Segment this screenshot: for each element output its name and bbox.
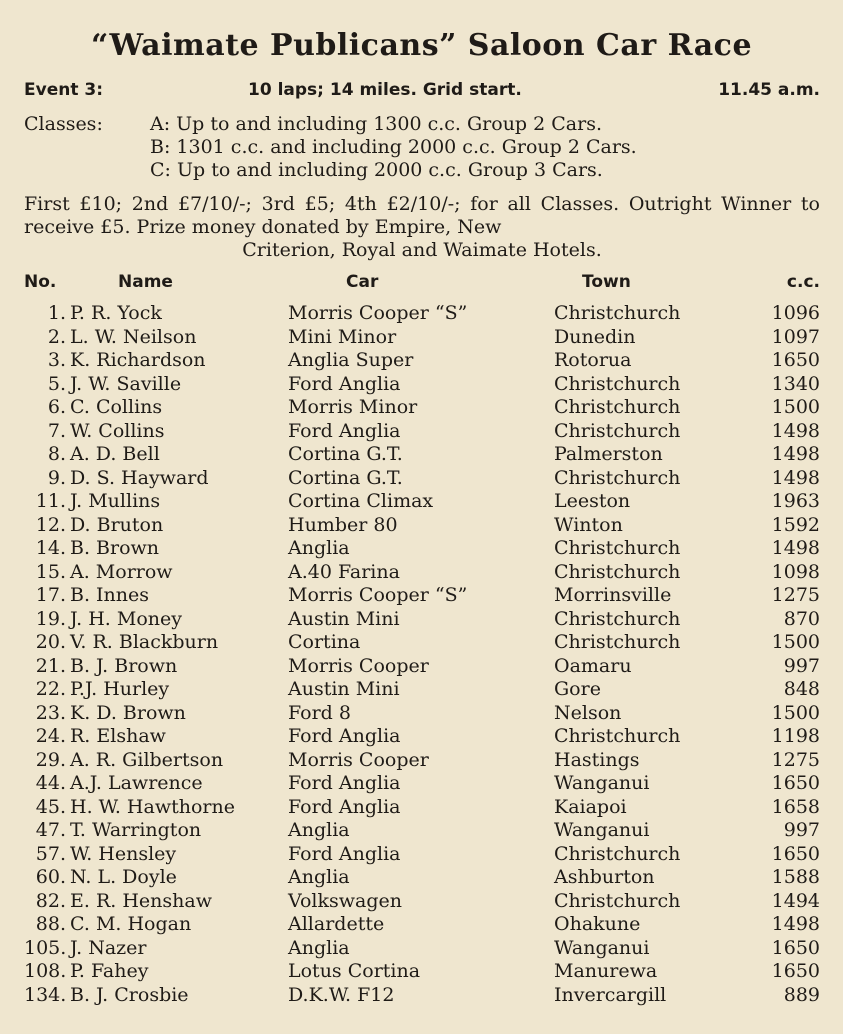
entry-name: R. Elshaw xyxy=(70,725,166,747)
table-row xyxy=(24,467,820,491)
event-number: Event 3: xyxy=(24,80,103,100)
table-row xyxy=(24,608,820,632)
entry-cc: 1275 xyxy=(771,584,820,606)
entry-town: Christchurch xyxy=(554,842,681,865)
header-cc: c.c. xyxy=(786,272,820,292)
entry-cc: 1498 xyxy=(771,443,820,465)
prize-text: First £10; 2nd £7/10/-; 3rd £5; 4th £2/10/-; for all Classes. Outright Winner to receive £5. Prize money donated by Empire, New xyxy=(24,193,820,238)
entry-name: E. R. Henshaw xyxy=(70,889,212,912)
entry-name: H. W. Hawthorne xyxy=(70,795,235,818)
entry-name: P. Fahey xyxy=(70,960,149,982)
entry-car: Ford 8 xyxy=(288,701,351,724)
header-car: Car xyxy=(346,272,379,292)
entry-car: Austin Mini xyxy=(288,678,400,700)
entry-name: A. R. Gilbertson xyxy=(70,748,224,771)
event-description: 10 laps; 14 miles. Grid start. xyxy=(248,80,522,100)
entry-number: 57. xyxy=(35,842,66,865)
entry-number: 15. xyxy=(35,560,66,583)
entry-car: Morris Minor xyxy=(288,396,418,418)
entry-town: Christchurch xyxy=(554,631,681,653)
entry-town: Christchurch xyxy=(554,725,681,747)
entry-number: 2. xyxy=(47,325,66,348)
entry-name: A. Morrow xyxy=(70,560,173,583)
entry-number: 1. xyxy=(47,302,66,324)
entry-town: Christchurch xyxy=(554,372,681,395)
entry-cc: 997 xyxy=(783,654,820,677)
table-row xyxy=(24,420,820,444)
entry-town: Winton xyxy=(554,513,623,536)
entry-car: D.K.W. F12 xyxy=(288,983,395,1006)
entry-number: 45. xyxy=(35,795,66,818)
table-row xyxy=(24,960,820,984)
entry-cc: 1500 xyxy=(771,701,820,724)
entry-cc: 1650 xyxy=(771,842,820,865)
entry-name: C. Collins xyxy=(70,396,163,418)
entry-car: A.40 Farina xyxy=(288,560,400,583)
entry-name: C. M. Hogan xyxy=(70,913,192,935)
entry-cc: 1500 xyxy=(771,631,820,653)
entry-number: 88. xyxy=(35,913,66,935)
entry-cc: 1650 xyxy=(771,772,820,794)
entry-town: Manurewa xyxy=(554,960,658,982)
entry-town: Invercargill xyxy=(554,983,667,1006)
entry-town: Oamaru xyxy=(554,654,632,677)
table-row xyxy=(24,302,820,326)
entry-number: 82. xyxy=(35,889,66,912)
table-header xyxy=(24,272,820,296)
entry-cc: 1097 xyxy=(771,325,820,348)
entry-number: 60. xyxy=(35,866,66,888)
entry-name: J. Mullins xyxy=(70,490,161,512)
entry-cc: 1650 xyxy=(771,349,820,371)
entry-town: Kaiapoi xyxy=(554,795,627,818)
table-row xyxy=(24,913,820,937)
entry-town: Christchurch xyxy=(554,302,681,324)
entry-town: Wanganui xyxy=(554,819,650,841)
entry-town: Ashburton xyxy=(554,866,655,888)
entry-number: 19. xyxy=(35,607,66,630)
entry-cc: 1498 xyxy=(771,419,820,442)
entry-number: 17. xyxy=(35,584,66,606)
header-town: Town xyxy=(582,272,631,292)
entry-town: Nelson xyxy=(554,701,622,724)
entry-car: Humber 80 xyxy=(288,513,398,536)
entry-town: Gore xyxy=(554,678,601,700)
classes-label: Classes: xyxy=(24,113,103,135)
entry-car: Ford Anglia xyxy=(288,419,401,442)
entry-name: B. J. Brown xyxy=(70,654,178,677)
entry-number: 8. xyxy=(47,443,66,465)
entry-cc: 889 xyxy=(783,983,820,1006)
entry-cc: 1198 xyxy=(771,725,820,747)
table-row xyxy=(24,937,820,961)
entry-town: Hastings xyxy=(554,748,640,771)
entry-cc: 1498 xyxy=(771,913,820,935)
entry-cc: 1498 xyxy=(771,466,820,489)
entry-cc: 848 xyxy=(783,678,820,700)
table-row xyxy=(24,373,820,397)
table-row xyxy=(24,796,820,820)
entry-town: Christchurch xyxy=(554,607,681,630)
entry-car: Morris Cooper xyxy=(288,654,429,677)
entry-list xyxy=(24,302,820,1007)
entry-cc: 1592 xyxy=(771,513,820,536)
event-time: 11.45 a.m. xyxy=(718,80,820,100)
entry-number: 24. xyxy=(35,725,66,747)
table-row xyxy=(24,443,820,467)
entry-number: 7. xyxy=(47,419,66,442)
entry-car: Anglia Super xyxy=(288,349,414,371)
header-name: Name xyxy=(118,272,173,292)
prize-text-last: Criterion, Royal and Waimate Hotels. xyxy=(242,239,602,261)
table-row xyxy=(24,678,820,702)
entry-car: Morris Cooper xyxy=(288,748,429,771)
entry-number: 22. xyxy=(35,678,66,700)
entry-cc: 1650 xyxy=(771,960,820,982)
entry-car: Anglia xyxy=(288,866,350,888)
table-row xyxy=(24,843,820,867)
table-row xyxy=(24,702,820,726)
entry-car: Volkswagen xyxy=(288,889,402,912)
entry-name: D. S. Hayward xyxy=(70,466,209,489)
entry-number: 108. xyxy=(24,960,67,982)
entry-cc: 1494 xyxy=(771,889,820,912)
entry-name: J. H. Money xyxy=(70,607,182,630)
entry-cc: 1588 xyxy=(771,866,820,888)
header-no: No. xyxy=(24,272,57,292)
entry-name: B. Innes xyxy=(70,584,150,606)
entry-car: Lotus Cortina xyxy=(288,960,421,982)
entry-car: Ford Anglia xyxy=(288,725,401,747)
entry-name: L. W. Neilson xyxy=(70,325,197,348)
table-row xyxy=(24,749,820,773)
entry-cc: 1658 xyxy=(771,795,820,818)
entry-car: Cortina G.T. xyxy=(288,443,403,465)
entry-name: N. L. Doyle xyxy=(70,866,177,888)
entry-town: Wanganui xyxy=(554,936,650,959)
entry-number: 44. xyxy=(35,772,66,794)
entry-car: Anglia xyxy=(288,936,350,959)
entry-car: Ford Anglia xyxy=(288,842,401,865)
entry-cc: 1963 xyxy=(771,490,820,512)
entry-number: 11. xyxy=(35,490,66,512)
entry-car: Allardette xyxy=(288,913,385,935)
entry-name: K. D. Brown xyxy=(70,701,186,724)
table-row xyxy=(24,772,820,796)
entry-town: Dunedin xyxy=(554,325,636,348)
entry-car: Morris Cooper “S” xyxy=(288,584,468,606)
entry-town: Christchurch xyxy=(554,537,681,559)
entry-name: K. Richardson xyxy=(70,349,206,371)
entry-town: Christchurch xyxy=(554,419,681,442)
table-row xyxy=(24,561,820,585)
entry-town: Morrinsville xyxy=(554,584,672,606)
entry-car: Ford Anglia xyxy=(288,372,401,395)
entry-name: B. J. Crosbie xyxy=(70,983,189,1006)
table-row xyxy=(24,725,820,749)
entry-car: Cortina Climax xyxy=(288,490,434,512)
entry-name: W. Collins xyxy=(70,419,165,442)
page-title: “Waimate Publicans” Saloon Car Race xyxy=(90,28,753,63)
class-a: A: Up to and including 1300 c.c. Group 2 Cars. xyxy=(150,113,603,135)
prize-info xyxy=(24,193,820,262)
entry-town: Christchurch xyxy=(554,560,681,583)
event-info xyxy=(24,80,820,104)
entry-car: Ford Anglia xyxy=(288,772,401,794)
table-row xyxy=(24,890,820,914)
table-row xyxy=(24,396,820,420)
entry-name: T. Warrington xyxy=(70,819,202,841)
entry-cc: 1650 xyxy=(771,936,820,959)
entry-car: Cortina G.T. xyxy=(288,466,403,489)
entry-name: W. Hensley xyxy=(70,842,177,865)
entry-name: P. R. Yock xyxy=(70,302,162,324)
entry-car: Anglia xyxy=(288,537,350,559)
entry-name: V. R. Blackburn xyxy=(70,631,219,653)
entry-car: Mini Minor xyxy=(288,325,397,348)
entry-cc: 1098 xyxy=(771,560,820,583)
entry-number: 5. xyxy=(47,372,66,395)
class-c: C: Up to and including 2000 c.c. Group 3 Cars. xyxy=(150,159,603,181)
entry-number: 20. xyxy=(35,631,66,653)
entry-cc: 1340 xyxy=(771,372,820,395)
entry-cc: 1275 xyxy=(771,748,820,771)
entry-town: Christchurch xyxy=(554,396,681,418)
entry-cc: 997 xyxy=(783,819,820,841)
entry-number: 21. xyxy=(35,654,66,677)
entry-cc: 1096 xyxy=(771,302,820,324)
table-row xyxy=(24,984,820,1008)
entry-town: Leeston xyxy=(554,490,631,512)
entry-name: D. Bruton xyxy=(70,513,164,536)
entry-number: 134. xyxy=(24,983,67,1006)
entry-cc: 1500 xyxy=(771,396,820,418)
entry-number: 9. xyxy=(47,466,66,489)
entry-cc: 1498 xyxy=(771,537,820,559)
entry-car: Austin Mini xyxy=(288,607,400,630)
table-row xyxy=(24,490,820,514)
table-row xyxy=(24,631,820,655)
table-row xyxy=(24,326,820,350)
entry-number: 29. xyxy=(35,748,66,771)
table-row xyxy=(24,349,820,373)
entry-number: 14. xyxy=(35,537,66,559)
entry-car: Ford Anglia xyxy=(288,795,401,818)
entry-number: 105. xyxy=(24,936,67,959)
entry-town: Rotorua xyxy=(554,349,632,371)
entry-name: J. Nazer xyxy=(70,936,147,959)
entry-name: P.J. Hurley xyxy=(70,678,170,700)
entry-name: J. W. Saville xyxy=(70,372,182,395)
entry-name: B. Brown xyxy=(70,537,160,559)
entry-town: Ohakune xyxy=(554,913,641,935)
entry-car: Anglia xyxy=(288,819,350,841)
entry-town: Christchurch xyxy=(554,466,681,489)
entry-town: Wanganui xyxy=(554,772,650,794)
entry-number: 12. xyxy=(35,513,66,536)
entry-number: 3. xyxy=(47,349,66,371)
entry-town: Christchurch xyxy=(554,889,681,912)
table-row xyxy=(24,655,820,679)
entry-cc: 870 xyxy=(783,607,820,630)
entry-number: 6. xyxy=(47,396,66,418)
table-row xyxy=(24,584,820,608)
table-row xyxy=(24,819,820,843)
table-row xyxy=(24,866,820,890)
entry-name: A. D. Bell xyxy=(70,443,160,465)
table-row xyxy=(24,514,820,538)
entry-name: A.J. Lawrence xyxy=(70,772,203,794)
entry-number: 23. xyxy=(35,701,66,724)
table-row xyxy=(24,537,820,561)
entry-car: Cortina xyxy=(288,631,361,653)
entry-town: Palmerston xyxy=(554,443,663,465)
entry-number: 47. xyxy=(35,819,66,841)
class-b: B: 1301 c.c. and including 2000 c.c. Group 2 Cars. xyxy=(150,136,637,158)
entry-car: Morris Cooper “S” xyxy=(288,302,468,324)
